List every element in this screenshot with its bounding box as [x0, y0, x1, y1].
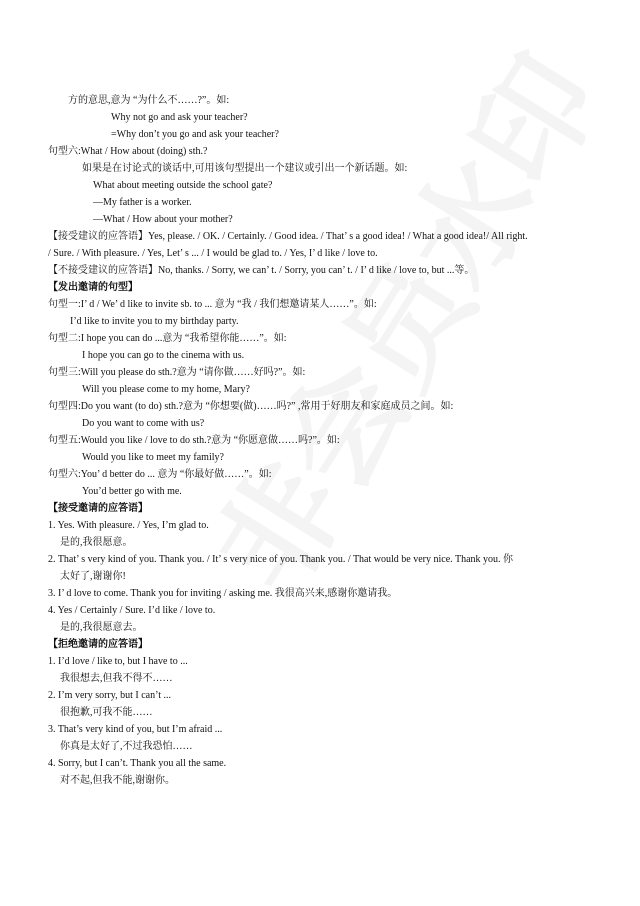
pattern-heading: 句型五:Would you like / love to do sth.?意为 “你愿意做……吗?”。如: [48, 435, 340, 446]
pattern-heading: 句型三:Will you please do sth.?意为 “请你做……好吗?”。如: [48, 367, 306, 378]
pattern-heading: 句型二:I hope you can do ...意为 “我希望你能……”。如: [48, 333, 287, 344]
translation-line: 很抱歉,可我不能…… [60, 707, 153, 718]
pattern-heading: 句型六:What / How about (doing) sth.? [48, 146, 208, 157]
example-line: Would you like to meet my family? [82, 452, 224, 463]
list-item: 2. I’m very sorry, but I can’t ... [48, 690, 172, 701]
pattern-heading: 句型四:Do you want (to do) sth.?意为 “你想要(做)……吗?” ,常用于好朋友和家庭成员之间。如: [48, 401, 454, 412]
list-item: 1. I’d love / like to, but I have to ... [48, 656, 188, 667]
translation-line: 你真是太好了,不过我恐怕…… [60, 741, 193, 752]
example-line: You’d better go with me. [82, 486, 182, 497]
example-line: I’d like to invite you to my birthday party. [70, 316, 239, 327]
example-line: What about meeting outside the school gate? [93, 180, 273, 191]
accept-suggestion-line: / Sure. / With pleasure. / Yes, Let’ s ... / I would be glad to. / Yes, I’ d like / love to. [48, 248, 378, 259]
list-item: 4. Sorry, but I can’t. Thank you all the same. [48, 758, 227, 769]
example-line: Will you please come to my home, Mary? [82, 384, 250, 395]
list-item: 1. Yes. With pleasure. / Yes, I’m glad to. [48, 520, 209, 531]
example-line: —What / How about your mother? [93, 214, 233, 225]
example-line: Why not go and ask your teacher? [111, 112, 248, 123]
example-line: I hope you can go to the cinema with us. [82, 350, 245, 361]
list-item: 4. Yes / Certainly / Sure. I’d like / love to. [48, 605, 216, 616]
accept-suggestion-line: 【接受建议的应答语】Yes, please. / OK. / Certainly. / Good idea. / That’ s a good idea! / What a good idea!/ All right. [48, 231, 528, 242]
section-heading: 【发出邀请的句型】 [48, 282, 138, 293]
list-item: 3. That’s very kind of you, but I’m afraid ... [48, 724, 223, 735]
list-item: 2. That’ s very kind of you. Thank you. / It’ s very nice of you. Thank you. / That would be very nice. Thank you. 你 [48, 554, 514, 565]
translation-line: 对不起,但我不能,谢谢你。 [60, 775, 175, 786]
list-item: 3. I’ d love to come. Thank you for inviting / asking me. 我很高兴来,感谢你邀请我。 [48, 588, 398, 599]
section-heading: 【接受邀请的应答语】 [48, 503, 148, 514]
section-heading: 【拒绝邀请的应答语】 [48, 639, 148, 650]
text-line: 如果是在讨论式的谈话中,可用该句型提出一个建议或引出一个新话题。如: [82, 163, 408, 174]
pattern-heading: 句型六:You’ d better do ... 意为 “你最好做……”。如: [48, 469, 272, 480]
translation-line: 太好了,谢谢你! [60, 571, 126, 582]
example-line: Do you want to come with us? [82, 418, 205, 429]
translation-line: 是的,我很愿意去。 [60, 622, 143, 633]
translation-line: 是的,我很愿意。 [60, 537, 133, 548]
text-line: 方的意思,意为 “为什么不……?”。如: [68, 95, 230, 106]
example-line: =Why don’t you go and ask your teacher? [111, 129, 279, 140]
reject-suggestion-line: 【不接受建议的应答语】No, thanks. / Sorry, we can’ t. / Sorry, you can’ t. / I’ d like / love to, but ...等。 [48, 265, 475, 276]
example-line: —My father is a worker. [93, 197, 192, 208]
translation-line: 我很想去,但我不得不…… [60, 673, 173, 684]
pattern-heading: 句型一:I’ d / We’ d like to invite sb. to ... 意为 “我 / 我们想邀请某人……”。如: [48, 299, 377, 310]
